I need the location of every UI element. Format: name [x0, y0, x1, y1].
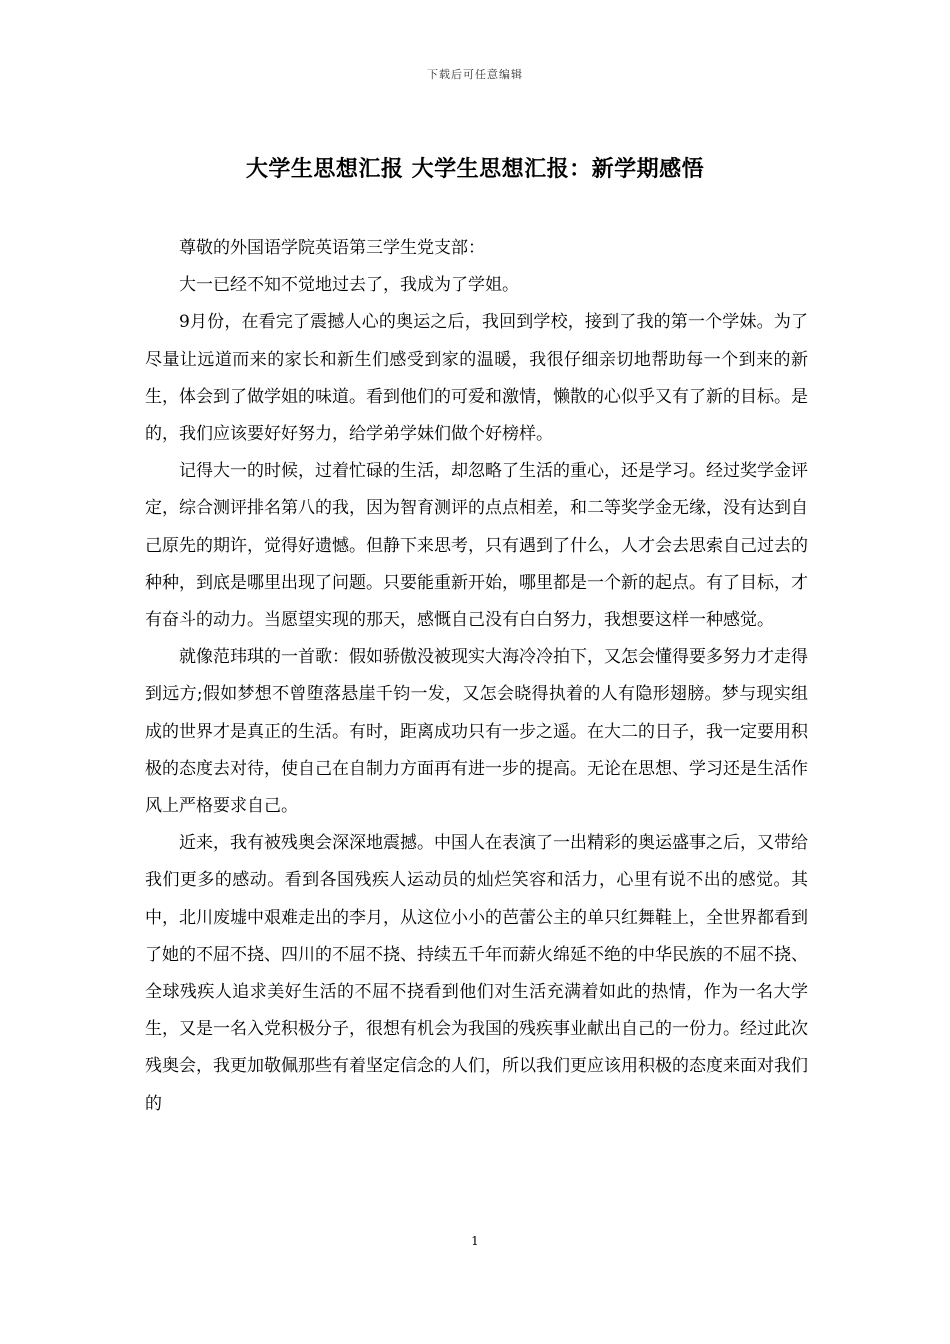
paragraph: 记得大一的时候，过着忙碌的生活，却忽略了生活的重心，还是学习。经过奖学金评定，综合测评排名第八的我，因为智育测评的点点相差，和二等奖学金无缘，没有达到自己原先的期许，觉得好遗憾。但静下来思考，只有遇到了什么，人才会去思索自己过去的种种，到底是哪里出现了问题。只要能重新开始，哪里都是一个新的起点。有了目标，才有奋斗的动力。当愿望实现的那天，感慨自己没有白白努力，我想要这样一种感觉。	[145, 461, 808, 631]
paragraph: 近来，我有被残奥会深深地震撼。中国人在表演了一出精彩的奥运盛事之后，又带给我们更多的感动。看到各国残疾人运动员的灿烂笑容和活力，心里有说不出的感觉。其中，北川废墟中艰难走出的李月，从这位小小的芭蕾公主的单只红舞鞋上，全世界都看到了她的不屈不挠、四川的不屈不挠、持续五千年而薪火绵延不绝的中华民族的不屈不挠、全球残疾人追求美好生活的不屈不挠看到他们对生活充满着如此的热情，作为一名大学生，又是一名入党积极分子，很想有机会为我国的残疾事业献出自己的一份力。经过此次残奥会，我更加敬佩那些有着坚定信念的人们，所以我们更应该用积极的态度来面对我们的	[145, 833, 808, 1114]
page-number: 1	[471, 1234, 479, 1248]
paragraph: 大一已经不知不觉地过去了，我成为了学姐。	[179, 275, 519, 296]
salutation: 尊敬的外国语学院英语第三学生党支部：	[179, 238, 485, 258]
header-note: 下载后可任意编辑	[427, 68, 523, 81]
document-title: 大学生思想汇报 大学生思想汇报：新学期感悟	[245, 156, 705, 182]
paragraph: 9月份，在看完了震撼人心的奥运之后，我回到学校，接到了我的第一个学妹。为了尽量让远道而来的家长和新生们感受到家的温暖，我很仔细亲切地帮助每一个到来的新生，体会到了做学姐的味道。看到他们的可爱和激情，懒散的心似乎又有了新的目标。是的，我们应该要好好努力，给学弟学妹们做个好榜样。	[145, 312, 808, 445]
paragraph: 就像范玮琪的一首歌：假如骄傲没被现实大海冷冷拍下，又怎会懂得要多努力才走得到远方;假如梦想不曾堕落悬崖千钧一发，又怎会晓得执着的人有隐形翅膀。梦与现实组成的世界才是真正的生活。有时，距离成功只有一步之遥。在大二的日子，我一定要用积极的态度去对待，使自己在自制力方面再有进一步的提高。无论在思想、学习还是生活作风上严格要求自己。	[145, 647, 808, 817]
document-body	[145, 230, 808, 1123]
